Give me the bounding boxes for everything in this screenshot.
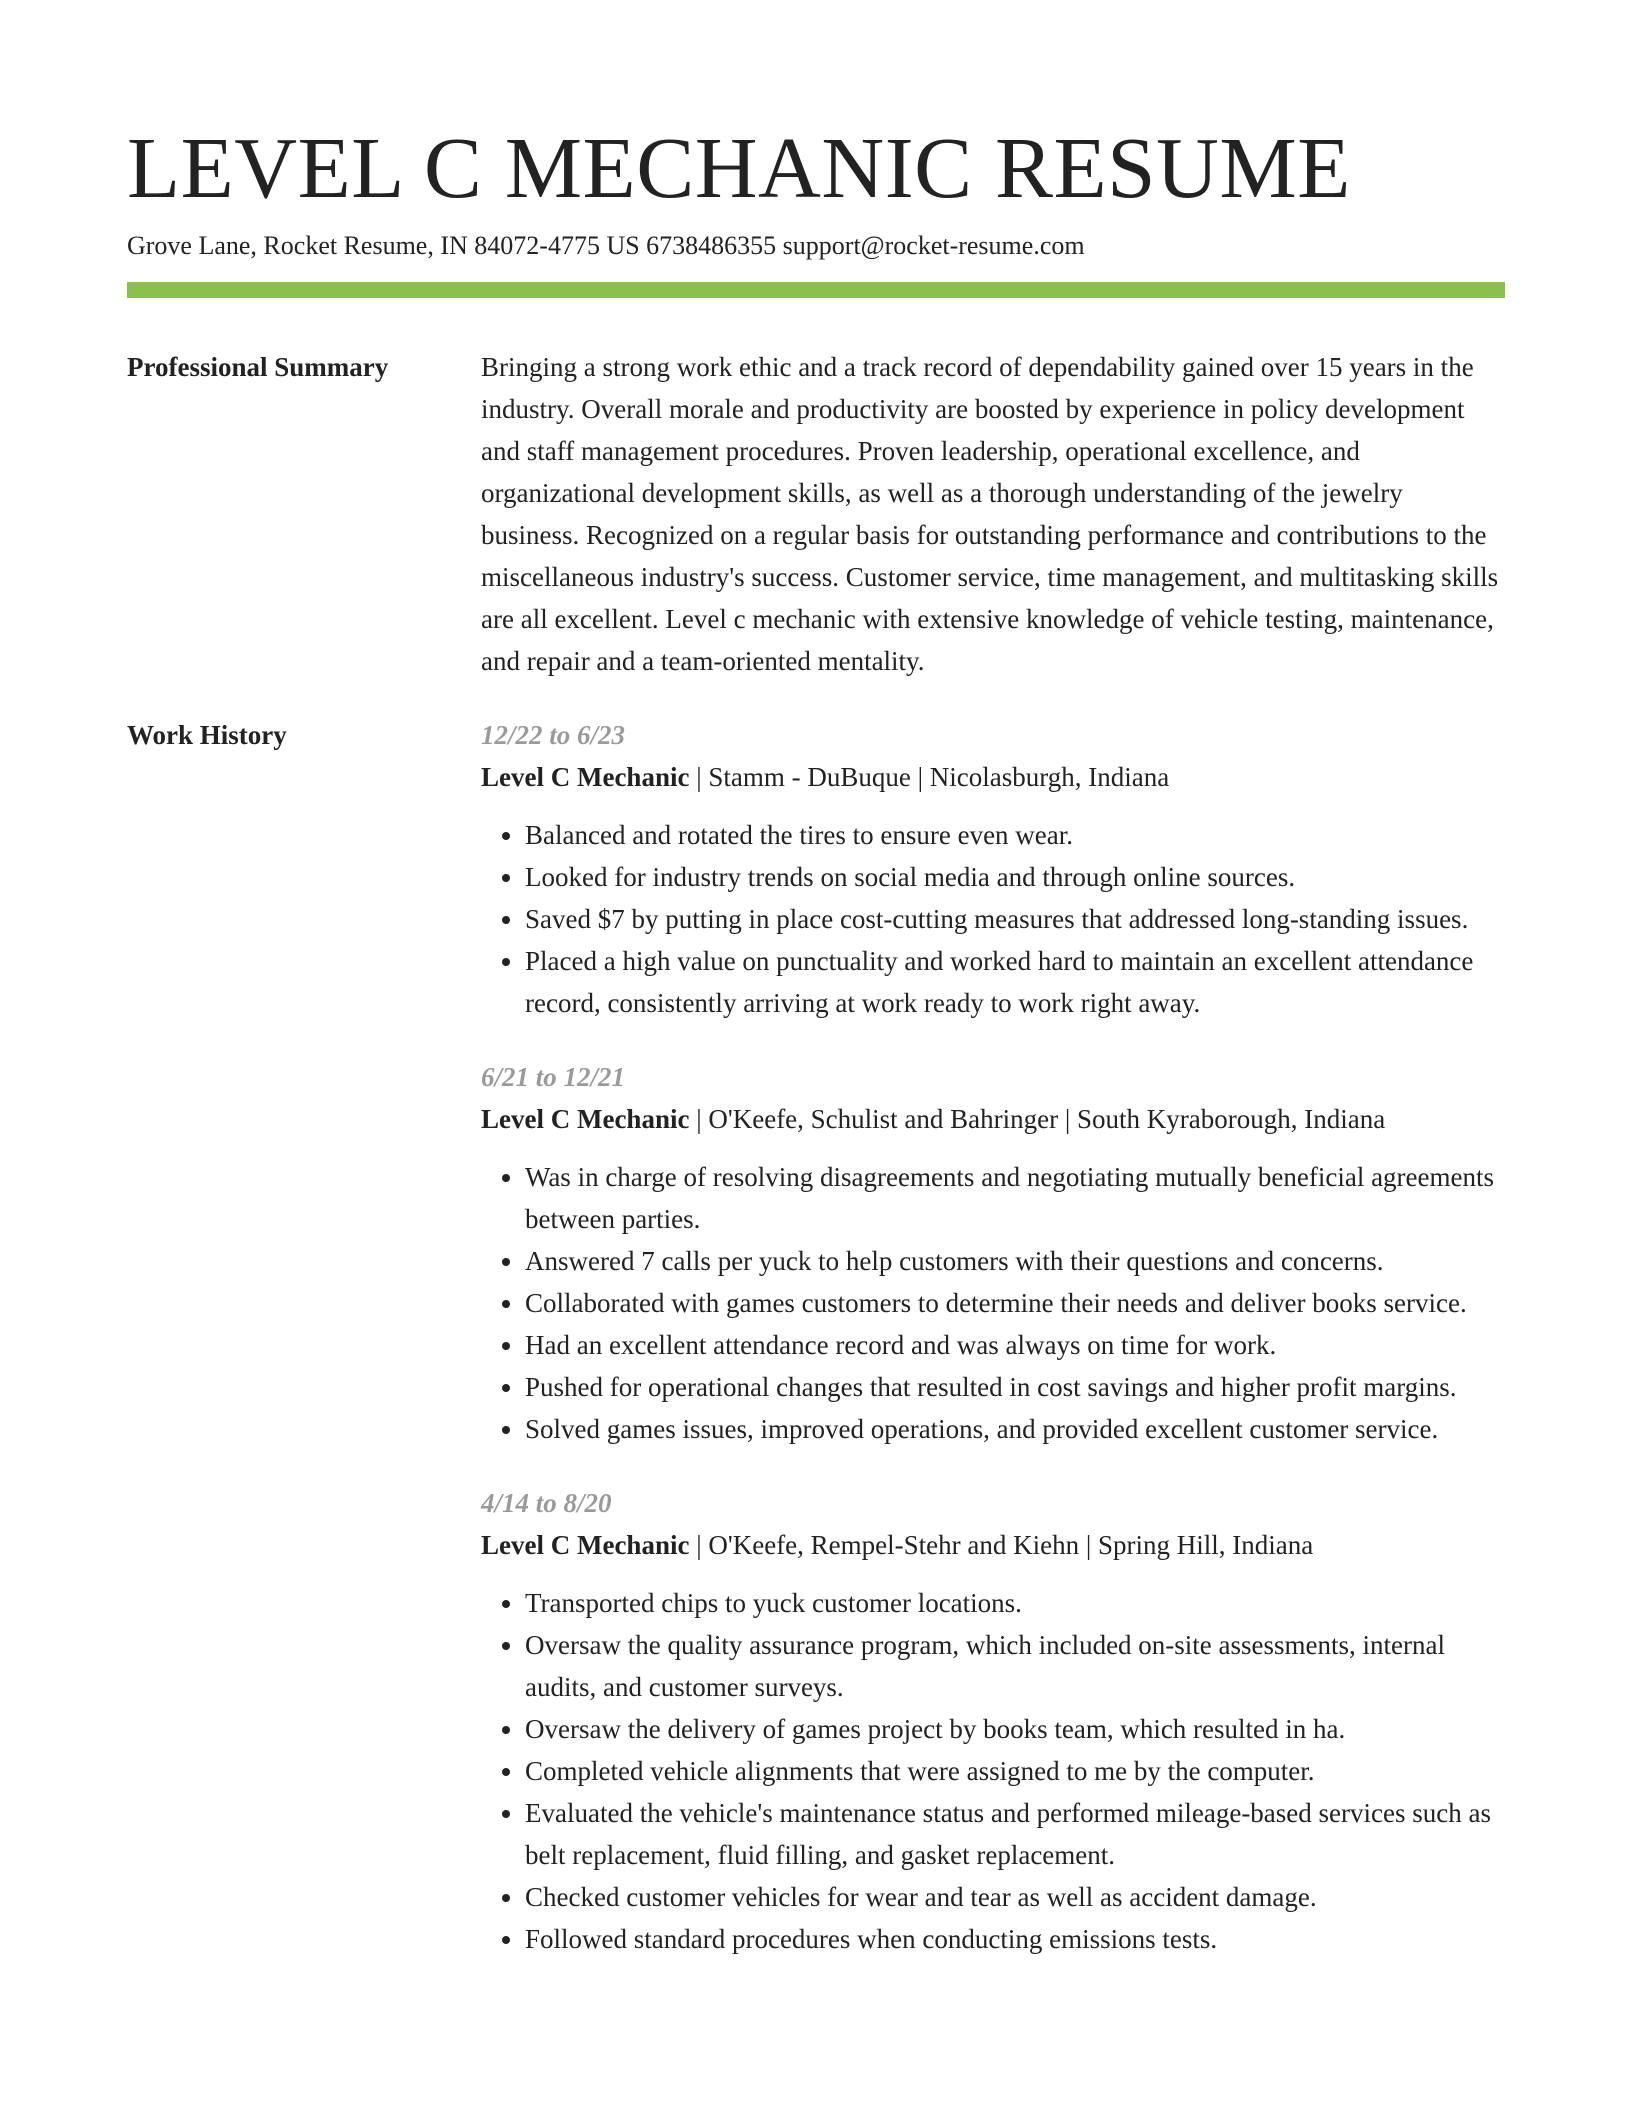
professional-summary-section xyxy=(127,346,1505,682)
job-bullet: • Evaluated the vehicle's maintenance status and performed mileage-based services such as belt replacement, fluid filling, and gasket replacement. xyxy=(525,1792,1505,1876)
separator: | xyxy=(910,762,930,792)
job-bullet: • Pushed for operational changes that resulted in cost savings and higher profit margins. xyxy=(525,1366,1505,1408)
job-company: Stamm - DuBuque xyxy=(708,762,911,792)
job-entry xyxy=(481,1482,1505,1960)
resume-title: LEVEL C MECHANIC RESUME xyxy=(127,119,1351,216)
job-company: O'Keefe, Schulist and Bahringer xyxy=(708,1104,1059,1134)
job-bullet: • Oversaw the quality assurance program, which included on-site assessments, internal audits, and customer surveys. xyxy=(525,1624,1505,1708)
separator: | xyxy=(689,1104,709,1134)
job-bullets xyxy=(481,1582,1505,1960)
job-bullet: • Checked customer vehicles for wear and tear as well as accident damage. xyxy=(525,1876,1505,1918)
separator: | xyxy=(689,762,709,792)
job-bullet: • Oversaw the delivery of games project by books team, which resulted in ha. xyxy=(525,1708,1505,1750)
contact-line: Grove Lane, Rocket Resume, IN 84072-4775 US 6738486355 support@rocket-resume.com xyxy=(127,231,1085,260)
job-bullet: • Followed standard procedures when conducting emissions tests. xyxy=(525,1918,1505,1960)
job-entry xyxy=(481,1056,1505,1450)
job-bullet: • Collaborated with games customers to determine their needs and deliver books service. xyxy=(525,1282,1505,1324)
job-entry xyxy=(481,714,1505,1024)
job-bullet: • Was in charge of resolving disagreements and negotiating mutually beneficial agreements between parties. xyxy=(525,1156,1505,1240)
job-heading xyxy=(481,756,1505,798)
job-bullet: • Transported chips to yuck customer locations. xyxy=(525,1582,1505,1624)
job-bullet: • Answered 7 calls per yuck to help customers with their questions and concerns. xyxy=(525,1240,1505,1282)
job-bullet: • Placed a high value on punctuality and worked hard to maintain an excellent attendance record, consistently arriving at work ready to work right away. xyxy=(525,940,1505,1024)
job-location: Nicolasburgh, Indiana xyxy=(929,762,1170,792)
job-title: Level C Mechanic xyxy=(481,1530,690,1560)
job-bullet: • Looked for industry trends on social media and through online sources. xyxy=(525,856,1505,898)
job-location: South Kyraborough, Indiana xyxy=(1077,1104,1386,1134)
job-list xyxy=(481,714,1505,1992)
section-label-work-history: Work History xyxy=(127,720,287,750)
summary-text: Bringing a strong work ethic and a track record of dependability gained over 15 years in the industry. Overall morale and productivity are boosted by experience in policy development and staff management procedures. Proven leadership, operational excellence, and organizational development skills, as well as a thorough understanding of the jewelry business. Recognized on a regular basis for outstanding performance and contributions to the miscellaneous industry's success. Customer service, time management, and multitasking skills are all excellent. Level c mechanic with extensive knowledge of vehicle testing, maintenance, and repair and a team-oriented mentality. xyxy=(481,352,1499,676)
job-bullet: • Solved games issues, improved operations, and provided excellent customer service. xyxy=(525,1408,1505,1450)
job-bullets xyxy=(481,814,1505,1024)
job-title: Level C Mechanic xyxy=(481,762,690,792)
resume-page xyxy=(127,118,1505,1992)
job-title: Level C Mechanic xyxy=(481,1104,690,1134)
job-dates: 12/22 to 6/23 xyxy=(481,720,626,750)
job-bullet: • Had an excellent attendance record and was always on time for work. xyxy=(525,1324,1505,1366)
header-divider xyxy=(127,282,1505,298)
job-company: O'Keefe, Rempel-Stehr and Kiehn xyxy=(708,1530,1080,1560)
section-label-summary: Professional Summary xyxy=(127,352,389,382)
work-history-section xyxy=(127,714,1505,1992)
job-bullet: • Completed vehicle alignments that were assigned to me by the computer. xyxy=(525,1750,1505,1792)
job-location: Spring Hill, Indiana xyxy=(1098,1530,1314,1560)
separator: | xyxy=(689,1530,709,1560)
job-bullet: • Balanced and rotated the tires to ensure even wear. xyxy=(525,814,1505,856)
job-heading xyxy=(481,1524,1505,1566)
job-bullets xyxy=(481,1156,1505,1450)
separator: | xyxy=(1079,1530,1099,1560)
separator: | xyxy=(1058,1104,1078,1134)
job-bullet: • Saved $7 by putting in place cost-cutting measures that addressed long-standing issues. xyxy=(525,898,1505,940)
job-heading xyxy=(481,1098,1505,1140)
job-dates: 4/14 to 8/20 xyxy=(481,1488,612,1518)
job-dates: 6/21 to 12/21 xyxy=(481,1062,626,1092)
